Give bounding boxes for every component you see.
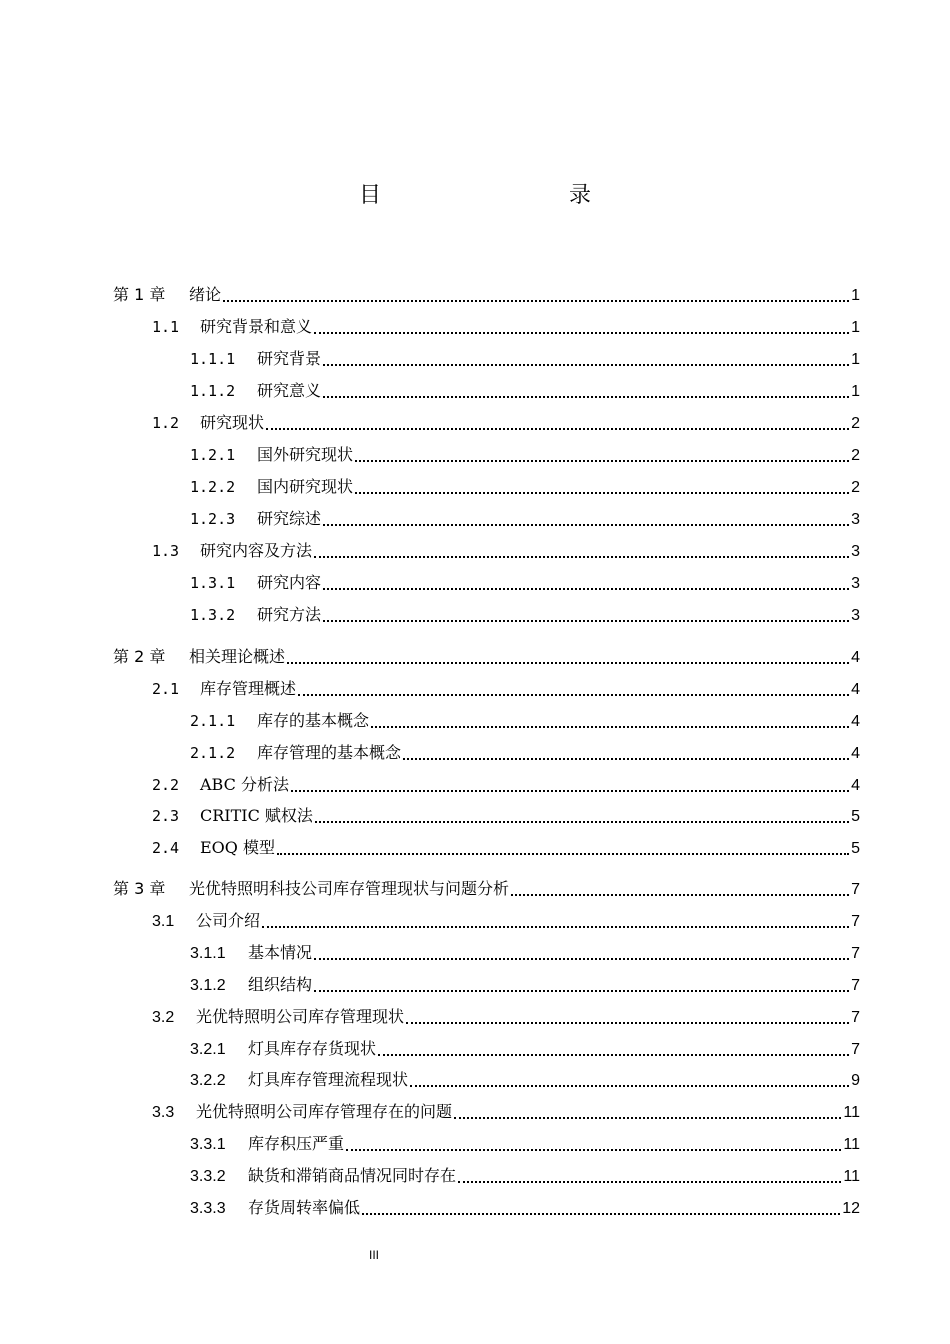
toc-entry-page: 4 — [851, 713, 860, 730]
toc-entry-number: 2.4 — [152, 839, 180, 857]
toc-entry-chapter-3[interactable] — [113, 876, 860, 902]
toc-entry-subsection[interactable] — [190, 708, 860, 734]
toc-leader-dots — [362, 1195, 840, 1221]
toc-entry-title: 存货周转率偏低 — [248, 1198, 361, 1217]
toc-entry-number: 1.2 — [152, 414, 180, 432]
toc-leader-dots — [291, 772, 849, 798]
toc-entry-page: 11 — [843, 1104, 860, 1121]
toc-entry-subsection[interactable] — [190, 972, 860, 998]
toc-entry-page: 2 — [851, 447, 860, 464]
toc-leader-dots — [315, 803, 849, 829]
toc-entry-number: 1.1.1 — [190, 350, 236, 368]
toc-leader-dots — [314, 940, 849, 966]
toc-entry-number: 1.1.2 — [190, 382, 236, 400]
toc-entry-title: 光优特照明公司库存管理现状 — [196, 1007, 405, 1026]
toc-entry-title: 缺货和滞销商品情况同时存在 — [248, 1166, 457, 1185]
toc-leader-dots — [323, 602, 849, 628]
toc-entry-chapter-2[interactable] — [113, 644, 860, 670]
toc-entry-page: 3 — [851, 543, 860, 560]
toc-entry-page: 5 — [851, 840, 860, 857]
toc-entry-subsection[interactable] — [190, 940, 860, 966]
toc-entry-section[interactable] — [152, 676, 860, 702]
toc-entry-title: 库存积压严重 — [248, 1134, 345, 1153]
toc-entry-title: 库存的基本概念 — [257, 711, 370, 730]
toc-leader-dots — [323, 378, 849, 404]
toc-entry-title: ABC 分析法 — [200, 775, 289, 794]
toc-entry-number: 1.1 — [152, 318, 180, 336]
toc-entry-page: 12 — [842, 1200, 860, 1217]
toc-leader-dots — [454, 1099, 841, 1125]
toc-entry-page: 7 — [851, 1041, 860, 1058]
toc-entry-title: 灯具库存管理流程现状 — [248, 1070, 409, 1089]
toc-entry-subsection[interactable] — [190, 1163, 860, 1189]
toc-entry-page: 1 — [851, 351, 860, 368]
toc-entry-number: 第 2 章 — [113, 647, 166, 666]
toc-entry-subsection[interactable] — [190, 474, 860, 500]
toc-entry-number: 2.1 — [152, 680, 180, 698]
toc-leader-dots — [378, 1036, 849, 1062]
toc-leader-dots — [323, 570, 849, 596]
toc-leader-dots — [277, 835, 849, 861]
toc-leader-dots — [266, 410, 849, 436]
toc-entry-title: 灯具库存存货现状 — [248, 1039, 377, 1058]
toc-entry-subsection[interactable] — [190, 378, 860, 404]
toc-entry-title: 研究内容 — [257, 573, 322, 592]
toc-entry-number: 1.3.1 — [190, 574, 236, 592]
toc-entry-section[interactable] — [152, 835, 860, 861]
toc-entry-title: 相关理论概述 — [189, 647, 286, 666]
toc-entry-page: 2 — [851, 479, 860, 496]
toc-leader-dots — [262, 908, 849, 934]
toc-entry-number: 2.3 — [152, 807, 180, 825]
toc-entry-page: 1 — [851, 287, 860, 304]
toc-entry-page: 4 — [851, 681, 860, 698]
toc-entry-number: 3.3.1 — [190, 1136, 226, 1153]
toc-entry-subsection[interactable] — [190, 442, 860, 468]
toc-entry-title: 研究意义 — [257, 381, 322, 400]
toc-leader-dots — [298, 676, 849, 702]
toc-entry-page: 3 — [851, 575, 860, 592]
toc-entry-page: 3 — [851, 511, 860, 528]
toc-entry-section[interactable] — [152, 538, 860, 564]
toc-leader-dots — [371, 708, 849, 734]
toc-entry-number: 2.1.2 — [190, 744, 236, 762]
toc-entry-page: 4 — [851, 649, 860, 666]
toc-entry-page: 5 — [851, 808, 860, 825]
toc-entry-page: 1 — [851, 319, 860, 336]
toc-entry-section[interactable] — [152, 314, 860, 340]
toc-entry-number: 1.2.1 — [190, 446, 236, 464]
toc-leader-dots — [406, 1004, 849, 1030]
toc-leader-dots — [355, 474, 849, 500]
toc-entry-title: 绪论 — [189, 285, 222, 304]
toc-entry-number: 1.2.2 — [190, 478, 236, 496]
toc-entry-page: 2 — [851, 415, 860, 432]
toc-leader-dots — [403, 740, 849, 766]
toc-entry-section[interactable] — [152, 803, 860, 829]
toc-entry-chapter-1[interactable] — [113, 282, 860, 308]
toc-entry-title: 库存管理概述 — [200, 679, 297, 698]
toc-entry-title: 组织结构 — [248, 975, 313, 994]
toc-entry-number: 2.1.1 — [190, 712, 236, 730]
toc-entry-number: 3.3 — [152, 1104, 175, 1121]
toc-leader-dots — [223, 282, 849, 308]
toc-entry-title: 研究方法 — [257, 605, 322, 624]
toc-leader-dots — [314, 972, 849, 998]
toc-entry-number: 3.2.2 — [190, 1072, 226, 1089]
toc-entry-page: 7 — [851, 977, 860, 994]
toc-leader-dots — [410, 1067, 849, 1093]
toc-entry-number: 1.3.2 — [190, 606, 236, 624]
toc-entry-section[interactable] — [152, 1099, 860, 1125]
toc-entry-page: 4 — [851, 745, 860, 762]
toc-entry-section[interactable] — [152, 410, 860, 436]
toc-entry-number: 3.1 — [152, 913, 175, 930]
toc-title: 目 录 — [358, 183, 639, 208]
toc-entry-page: 4 — [851, 777, 860, 794]
toc-entry-subsection[interactable] — [190, 570, 860, 596]
toc-entry-page: 3 — [851, 607, 860, 624]
toc-leader-dots — [314, 314, 849, 340]
toc-entry-page: 1 — [851, 383, 860, 400]
toc-entry-number: 3.2 — [152, 1009, 175, 1026]
toc-entry-title: 库存管理的基本概念 — [257, 743, 402, 762]
toc-entry-subsection[interactable] — [190, 1131, 860, 1157]
toc-entry-title: 公司介绍 — [196, 911, 261, 930]
toc-entry-title: 国外研究现状 — [257, 445, 354, 464]
toc-entry-number: 3.2.1 — [190, 1041, 226, 1058]
toc-entry-page: 7 — [851, 1009, 860, 1026]
toc-leader-dots — [323, 506, 849, 532]
toc-entry-page: 9 — [851, 1072, 860, 1089]
toc-entry-page: 11 — [843, 1168, 860, 1185]
toc-leader-dots — [346, 1131, 841, 1157]
toc-entry-title: EOQ 模型 — [200, 838, 276, 857]
toc-entry-number: 3.1.1 — [190, 945, 226, 962]
toc-entry-number: 3.3.2 — [190, 1168, 226, 1185]
toc-entry-number: 2.2 — [152, 776, 180, 794]
toc-leader-dots — [323, 346, 849, 372]
toc-entry-number: 3.1.2 — [190, 977, 226, 994]
toc-entry-title: 研究现状 — [200, 413, 265, 432]
toc-entry-subsection[interactable] — [190, 1195, 860, 1221]
toc-entry-subsection[interactable] — [190, 1067, 860, 1093]
toc-entry-page: 7 — [851, 913, 860, 930]
toc-entry-number: 3.3.3 — [190, 1200, 226, 1217]
toc-entry-title: CRITIC 赋权法 — [200, 806, 313, 825]
toc-entry-number: 1.2.3 — [190, 510, 236, 528]
toc-entry-subsection[interactable] — [190, 602, 860, 628]
toc-entry-page: 11 — [843, 1136, 860, 1153]
toc-entry-section[interactable] — [152, 772, 860, 798]
toc-entry-title: 研究综述 — [257, 509, 322, 528]
toc-entry-page: 7 — [851, 945, 860, 962]
toc-entry-section[interactable] — [152, 908, 860, 934]
toc-entry-section[interactable] — [152, 1004, 860, 1030]
toc-entry-title: 光优特照明公司库存管理存在的问题 — [196, 1102, 453, 1121]
toc-entry-subsection[interactable] — [190, 1036, 860, 1062]
toc-entry-number: 第 1 章 — [113, 285, 166, 304]
toc-entry-title: 研究背景和意义 — [200, 317, 313, 336]
toc-entry-title: 基本情况 — [248, 943, 313, 962]
toc-entry-subsection[interactable] — [190, 346, 860, 372]
toc-leader-dots — [355, 442, 849, 468]
toc-leader-dots — [287, 644, 849, 670]
toc-leader-dots — [458, 1163, 841, 1189]
toc-entry-subsection[interactable] — [190, 740, 860, 766]
page-number-footer: III — [369, 1248, 380, 1262]
toc-entry-title: 国内研究现状 — [257, 477, 354, 496]
toc-leader-dots — [314, 538, 849, 564]
toc-entry-title: 研究内容及方法 — [200, 541, 313, 560]
toc-entry-title: 光优特照明科技公司库存管理现状与问题分析 — [189, 879, 510, 898]
toc-entry-number: 第 3 章 — [113, 879, 166, 898]
toc-entry-title: 研究背景 — [257, 349, 322, 368]
toc-entry-number: 1.3 — [152, 542, 180, 560]
toc-leader-dots — [511, 876, 849, 902]
toc-entry-page: 7 — [851, 881, 860, 898]
toc-entry-subsection[interactable] — [190, 506, 860, 532]
